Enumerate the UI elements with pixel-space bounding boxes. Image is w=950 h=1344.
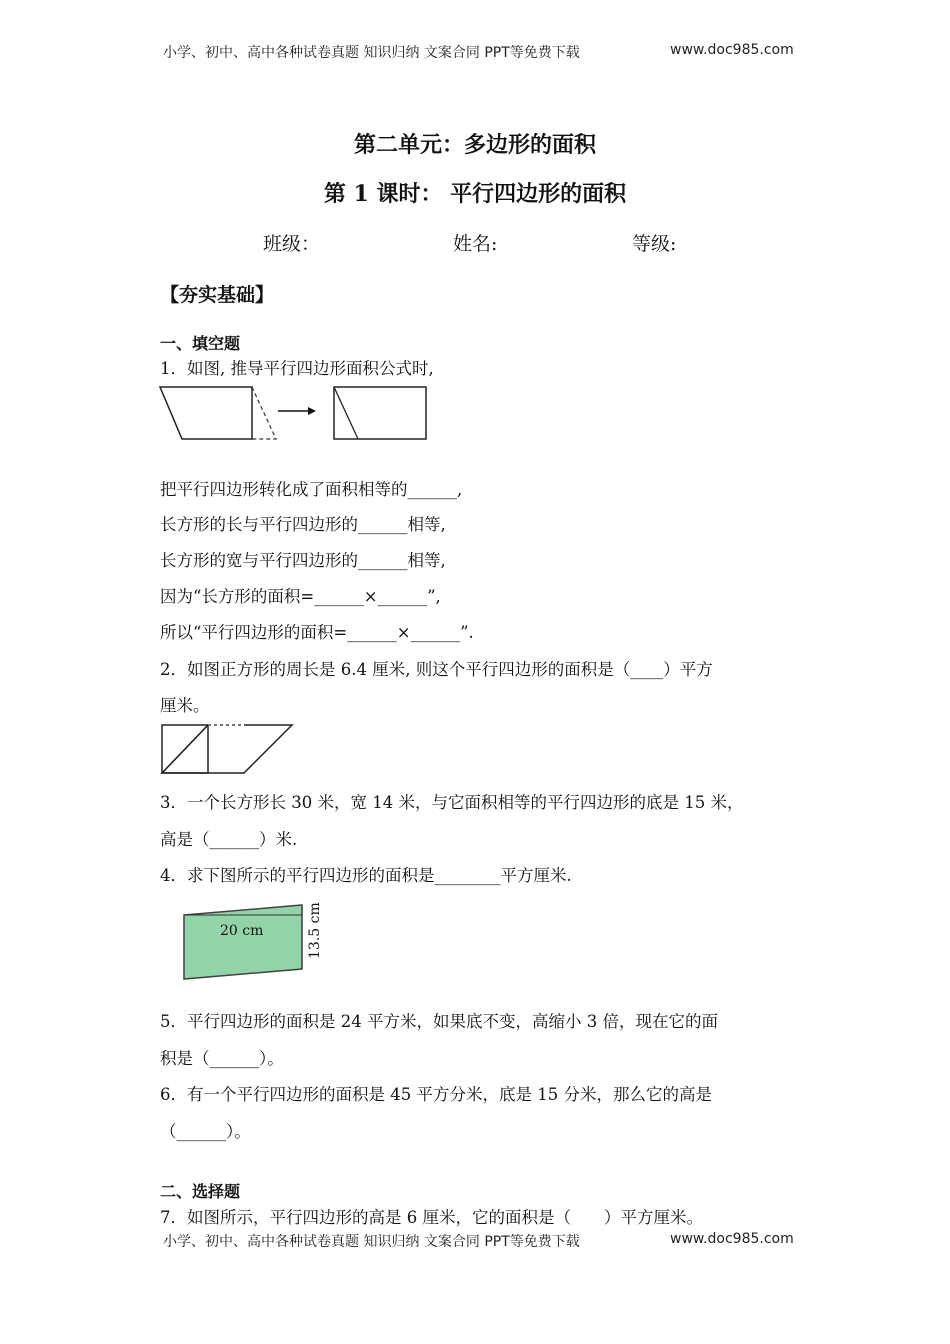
q4-height-label: 13.5 cm bbox=[307, 902, 323, 959]
q2-line-2: 厘米。 bbox=[160, 696, 210, 715]
q7-line: 7．如图所示，平行四边形的高是 6 厘米，它的面积是（ ）平方厘米。 bbox=[160, 1208, 703, 1227]
q4-base-label: 20 cm bbox=[220, 923, 264, 939]
q5-line-2: 积是（______）。 bbox=[160, 1049, 284, 1068]
q4-figure bbox=[178, 893, 328, 985]
q1-parallelogram bbox=[160, 387, 252, 439]
grade-field-label: 等级: bbox=[632, 233, 677, 255]
banner-url[interactable]: www.doc985.com bbox=[670, 42, 794, 58]
q2-line-1: 2．如图正方形的周长是 6.4 厘米, 则这个平行四边形的面积是（____）平方 bbox=[160, 660, 713, 679]
footer-banner-url[interactable]: www.doc985.com bbox=[670, 1231, 794, 1247]
q1-cut-triangle bbox=[252, 387, 276, 439]
q3-line-1: 3．一个长方形长 30 米，宽 14 米，与它面积相等的平行四边形的底是 15 米， bbox=[160, 793, 744, 812]
q4-line: 4．求下图所示的平行四边形的面积是________平方厘米. bbox=[160, 866, 572, 885]
q2-figure bbox=[158, 721, 298, 777]
header-banner bbox=[163, 42, 794, 62]
banner-text: 小学、初中、高中各种试卷真题 知识归纳 文案合同 PPT等免费下载 bbox=[163, 45, 580, 61]
q1-figure bbox=[158, 383, 430, 443]
q3-line-2: 高是（______）米. bbox=[160, 830, 298, 849]
q6-line-1: 6．有一个平行四边形的面积是 45 平方分米，底是 15 分米，那么它的高是 bbox=[160, 1085, 712, 1104]
q2-diagonal bbox=[162, 725, 208, 773]
unit-title: 第二单元：多边形的面积 bbox=[353, 132, 596, 158]
footer-banner-text: 小学、初中、高中各种试卷真题 知识归纳 文案合同 PPT等免费下载 bbox=[163, 1234, 580, 1250]
q2-parallelogram bbox=[162, 725, 292, 773]
lesson-title: 第 1 课时： 平行四边形的面积 bbox=[323, 181, 627, 207]
q1-line-1: 把平行四边形转化成了面积相等的______, bbox=[160, 480, 463, 499]
section-choice: 二、选择题 bbox=[160, 1182, 241, 1201]
q5-line-1: 5．平行四边形的面积是 24 平方米，如果底不变，高缩小 3 倍，现在它的面 bbox=[160, 1012, 718, 1031]
q1-line-2: 长方形的长与平行四边形的______相等, bbox=[160, 515, 446, 534]
footer-banner bbox=[163, 1231, 794, 1251]
q1-line-4: 因为“长方形的面积=______×______”, bbox=[160, 587, 441, 606]
section-foundation: 【夯实基础】 bbox=[160, 284, 275, 306]
q4-parallelogram bbox=[184, 905, 302, 979]
q1-line-5: 所以“平行四边形的面积=______×______”. bbox=[160, 623, 474, 642]
name-field-label: 姓名: bbox=[453, 233, 498, 255]
section-fill-in: 一、填空题 bbox=[160, 334, 241, 353]
q1-line-3: 长方形的宽与平行四边形的______相等, bbox=[160, 551, 446, 570]
q1-rectangle bbox=[334, 387, 426, 439]
q6-line-2: （______）。 bbox=[160, 1122, 251, 1141]
q1-intro: 1．如图, 推导平行四边形面积公式时, bbox=[160, 359, 434, 378]
arrow-right-icon bbox=[308, 407, 316, 415]
q1-rectangle-cut bbox=[334, 387, 358, 439]
class-field-label: 班级： bbox=[263, 233, 321, 255]
